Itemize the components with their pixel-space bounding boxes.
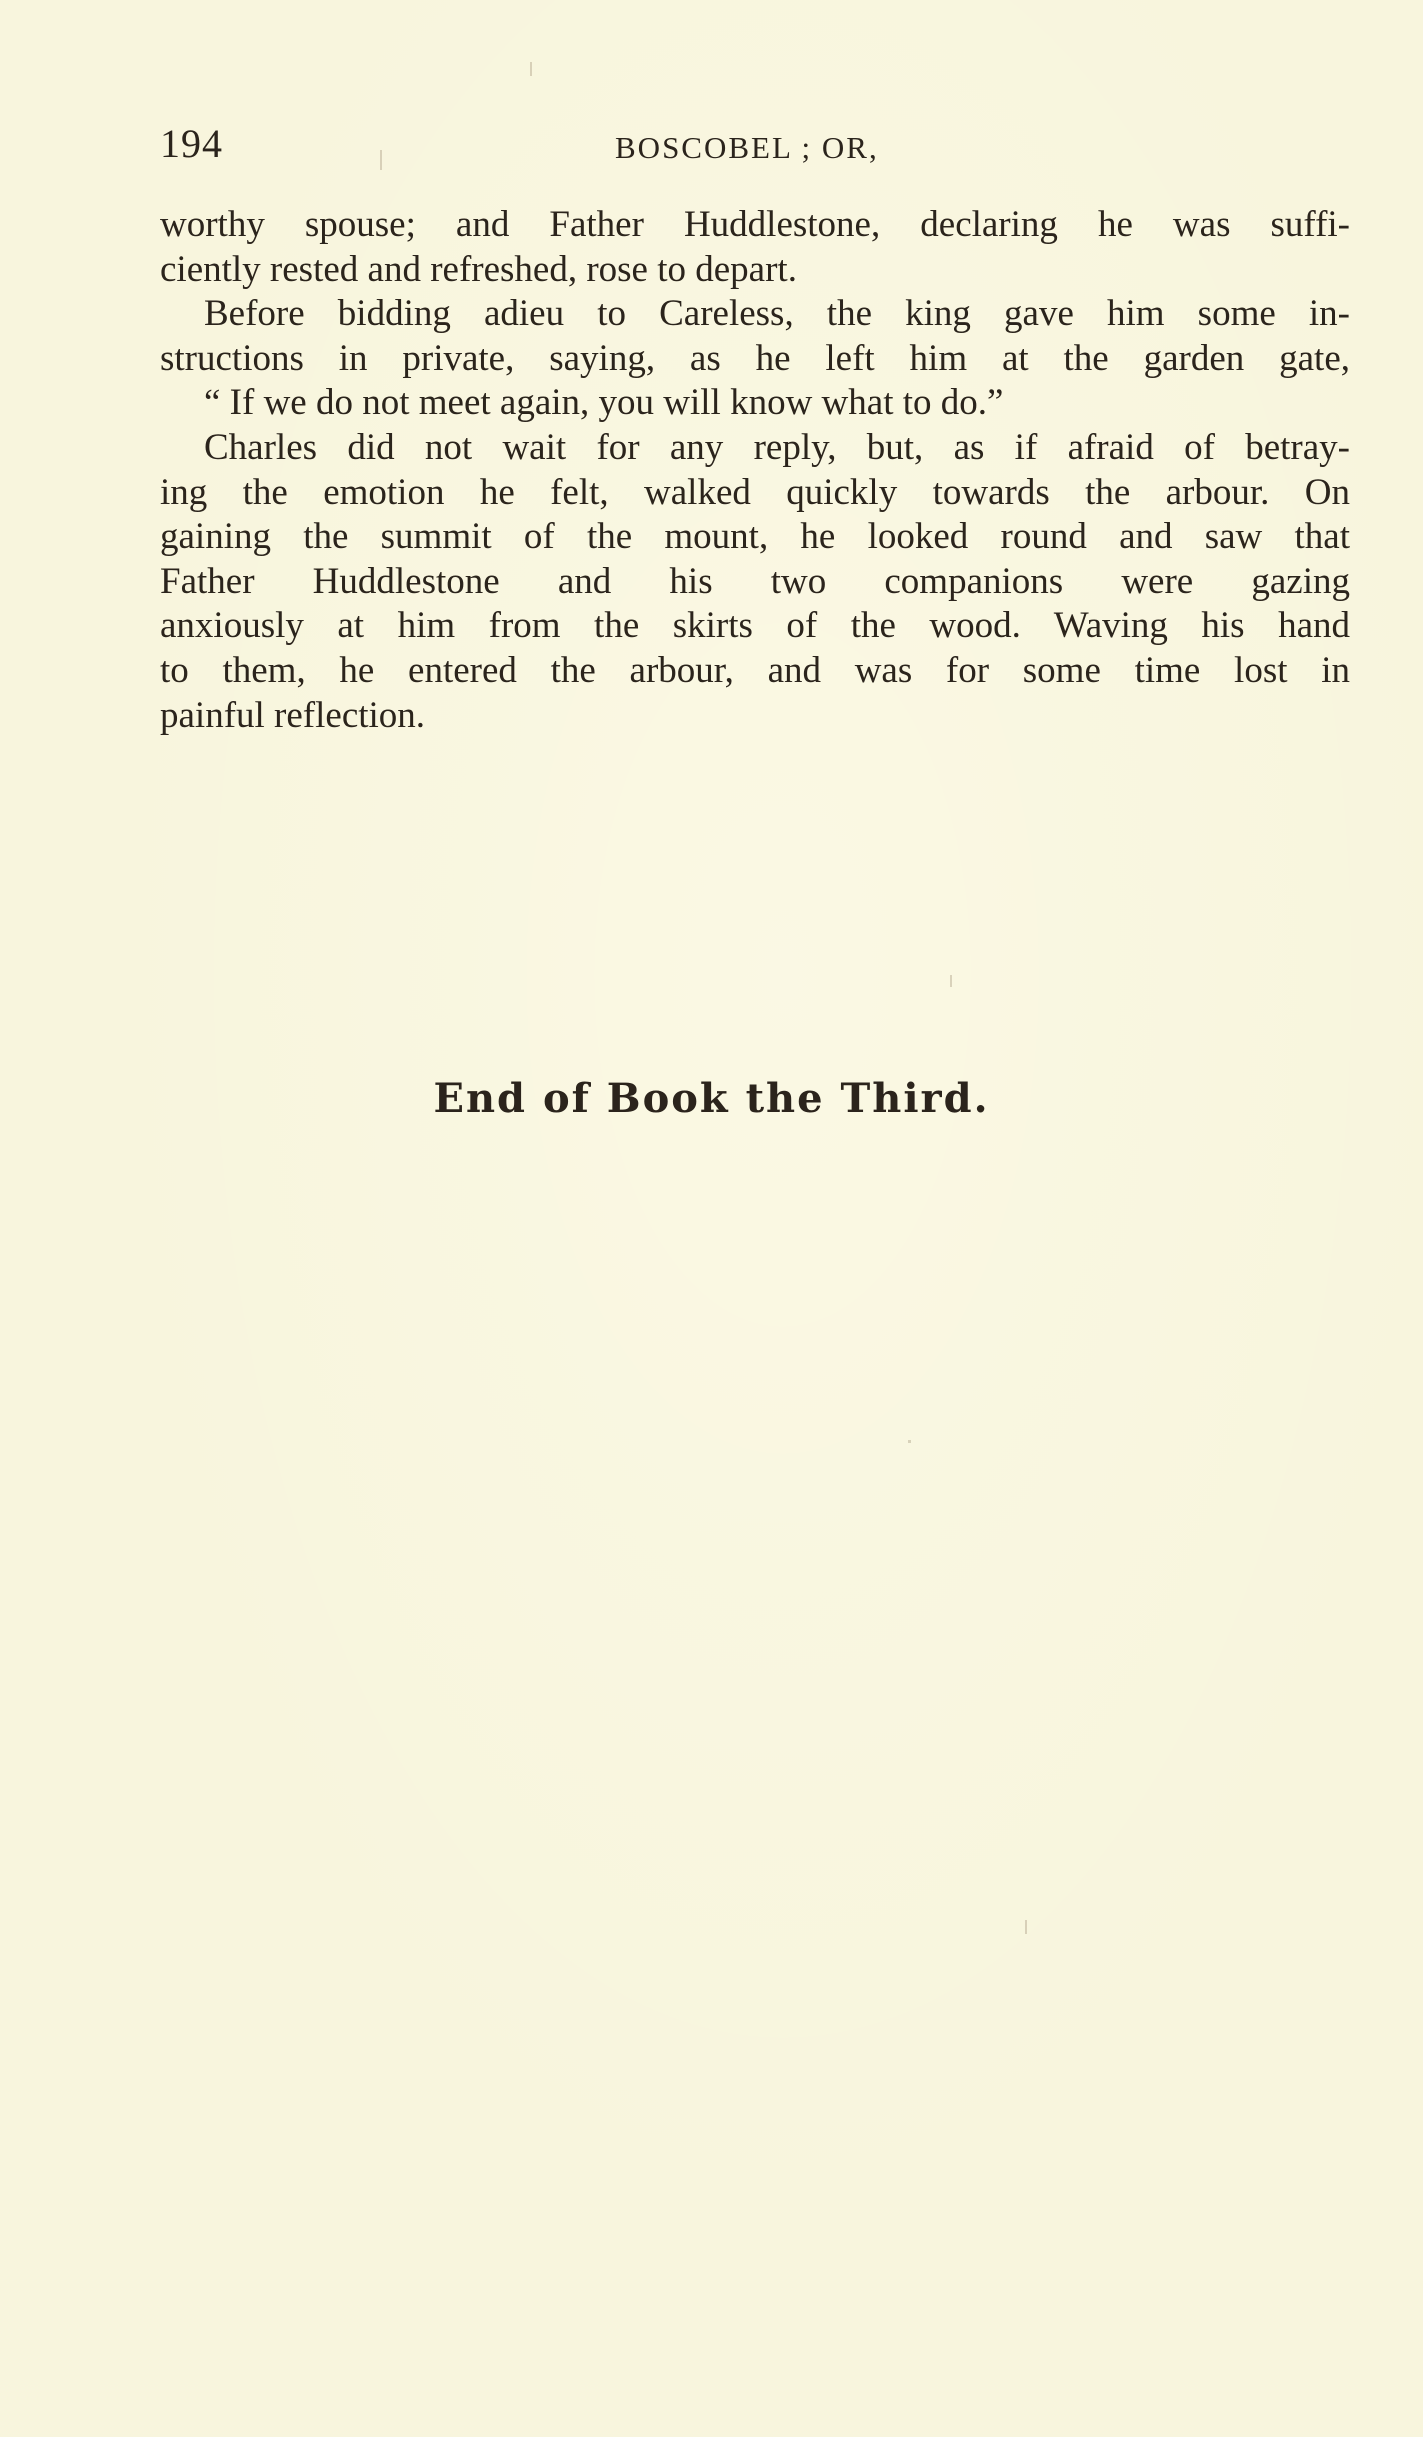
end-of-book-mark: End of Book the Third. [433,1075,990,1122]
paragraph [160,426,1350,738]
text-line: “ If we do not meet again, you will know what to do.” [204,382,1004,424]
text-line: gaining the summit of the mount, he looked round and saw that [160,516,1350,558]
text-line: worthy spouse; and Father Huddlestone, declaring he was suffi- [160,204,1350,245]
text-line: Before bidding adieu to Careless, the king gave him some in- [204,293,1350,335]
page-number: 194 [160,121,223,166]
running-head [160,120,1350,180]
paragraph [160,203,1350,292]
paper-speck [380,150,382,170]
body-text [160,203,1350,738]
paragraph [160,292,1350,381]
paper-speck [950,975,952,987]
text-line: structions in private, saying, as he left him at the garden gate, [160,337,1350,379]
running-title: BOSCOBEL ; OR, [615,130,879,165]
paper-speck [530,62,532,76]
paper-speck [908,1440,911,1443]
text-line: painful reflection. [160,694,426,736]
text-line: to them, he entered the arbour, and was for some time lost in [160,649,1350,691]
text-line: ciently rested and refreshed, rose to depart. [160,248,797,290]
text-line: Charles did not wait for any reply, but, as if afraid of betray- [204,426,1350,468]
text-line: Father Huddlestone and his two companions were gazing [160,560,1350,602]
text-line: ing the emotion he felt, walked quickly towards the arbour. On [160,471,1350,513]
paper-speck [1025,1920,1027,1934]
text-line: anxiously at him from the skirts of the wood. Waving his hand [160,605,1350,647]
paragraph [160,381,1350,426]
